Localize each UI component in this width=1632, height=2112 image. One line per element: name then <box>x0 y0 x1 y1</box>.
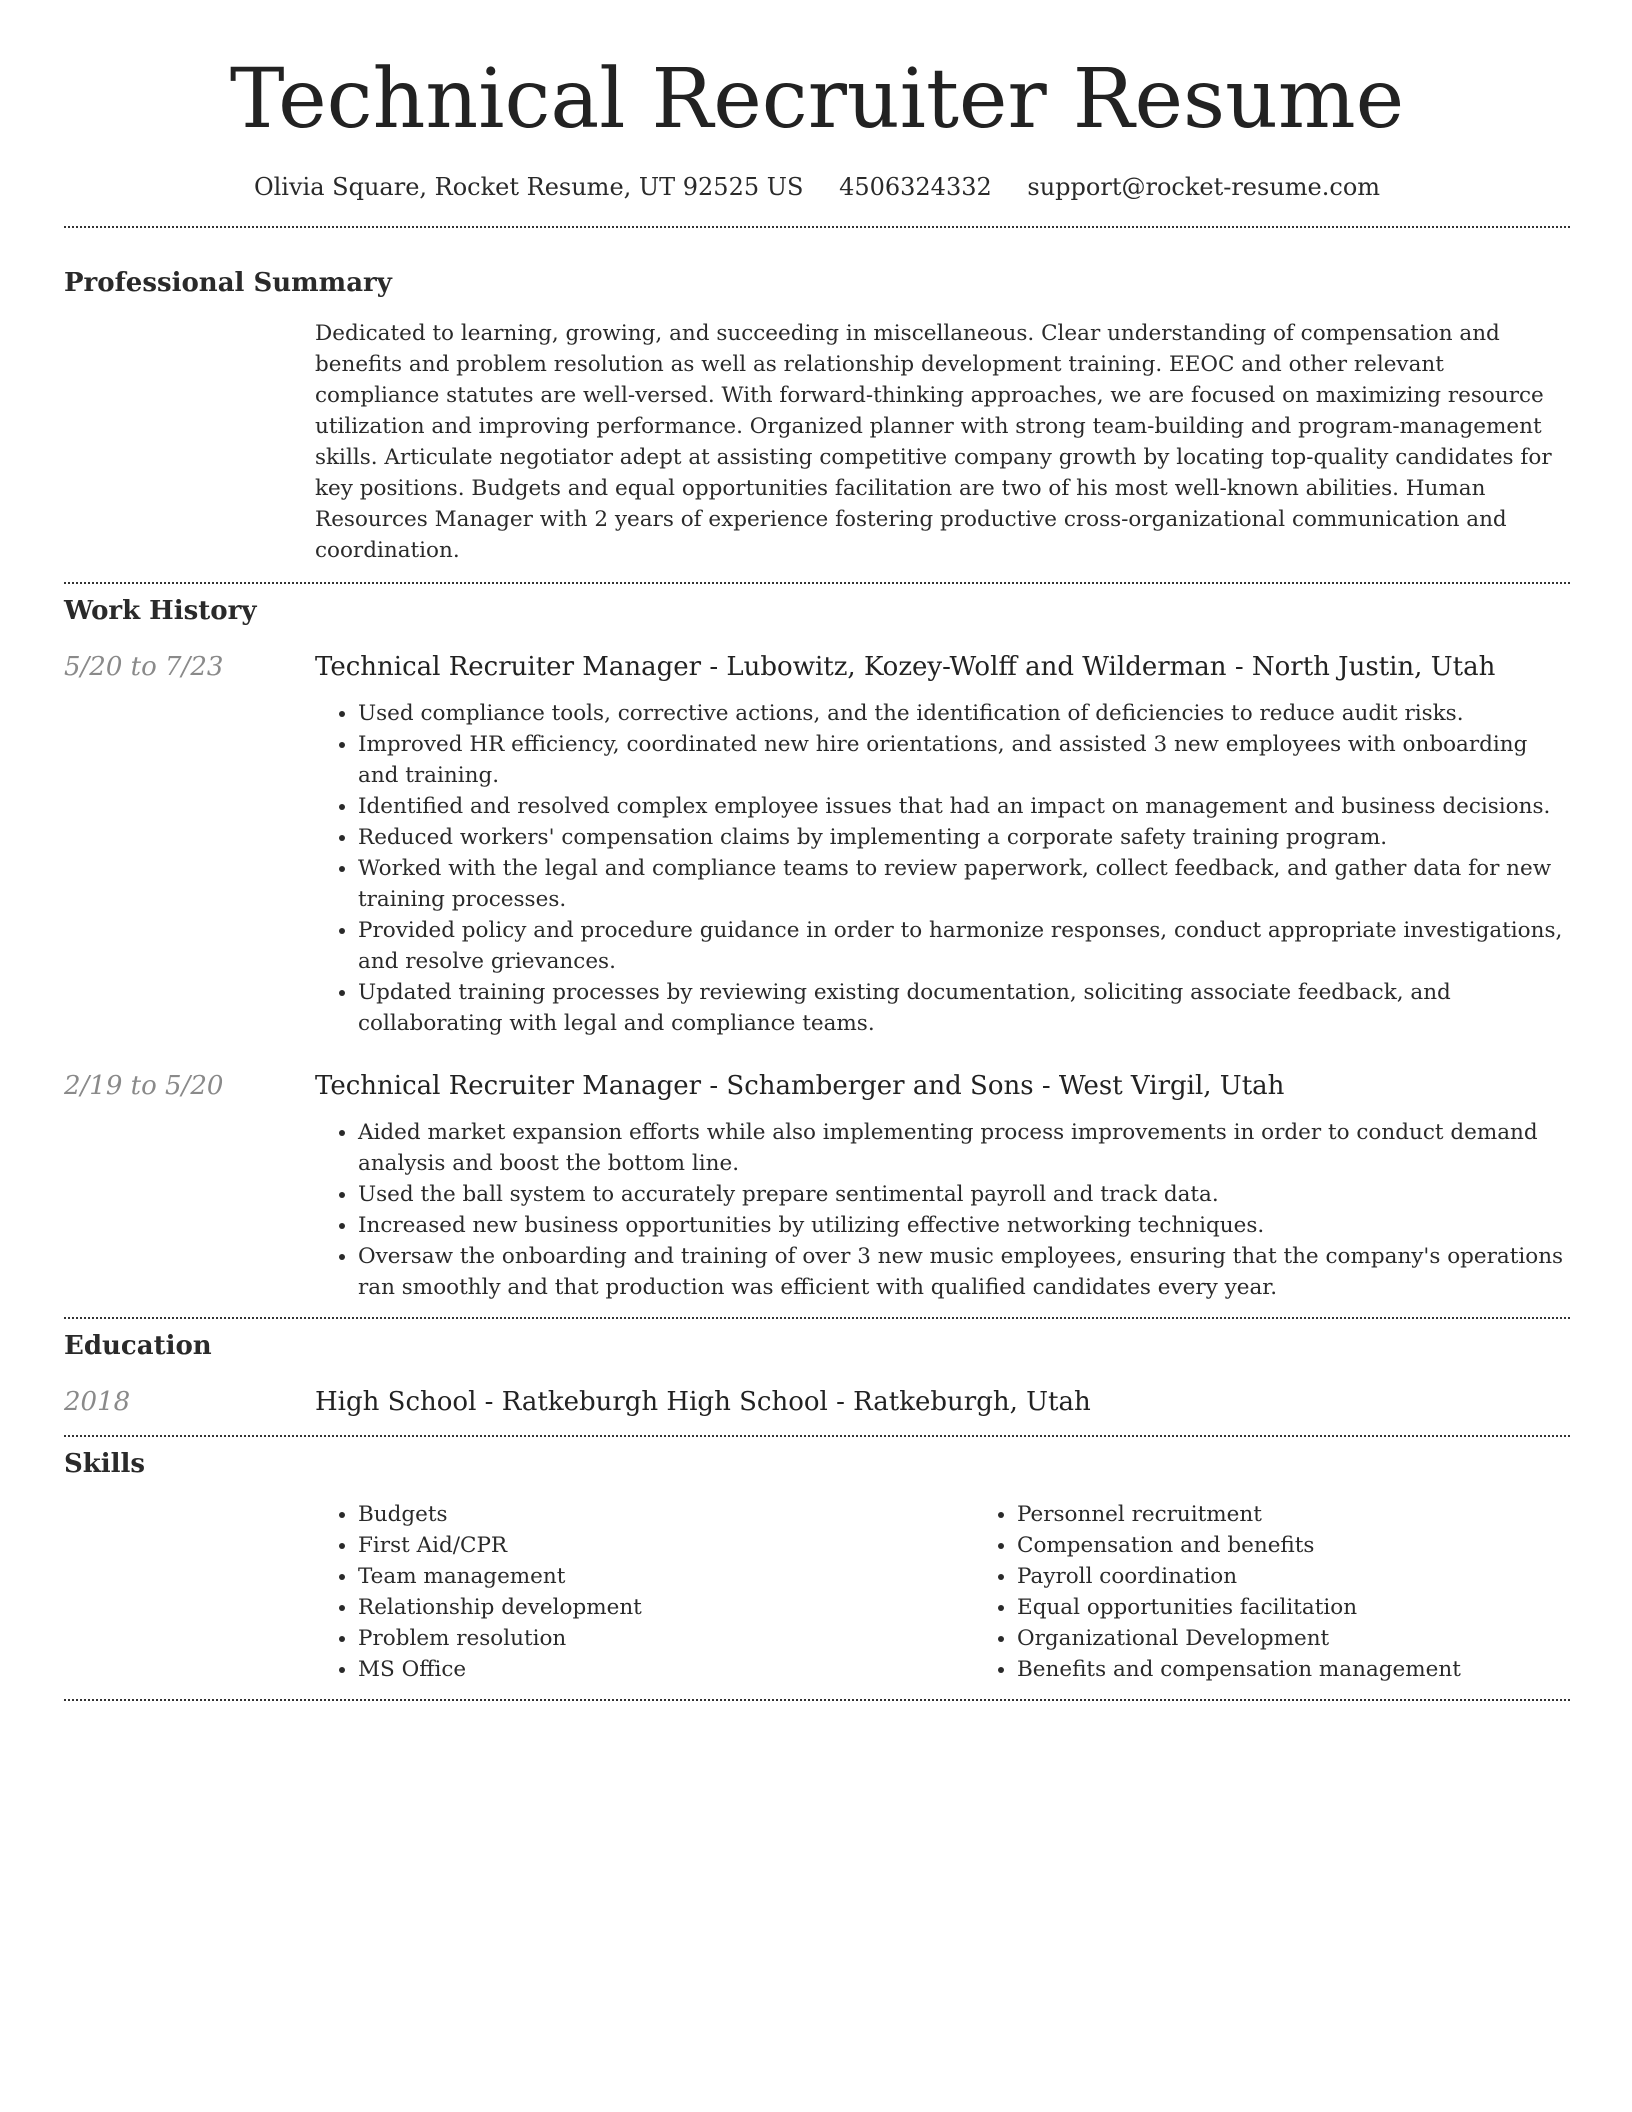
skills-row <box>64 1499 1570 1685</box>
list-item: • Improved HR efficiency, coordinated new hire orientations, and assisted 3 new employees with onboarding and training. <box>358 729 1570 791</box>
skills-list-left <box>315 1499 974 1685</box>
contact-email: support@rocket-resume.com <box>1027 173 1381 201</box>
job-date: 2/19 to 5/20 <box>64 1071 224 1101</box>
skill-item: • Benefits and compensation management <box>1017 1654 1632 1685</box>
contact-address: Olivia Square, Rocket Resume, UT 92525 US <box>253 173 804 201</box>
list-item: • Increased new business opportunities by utilizing effective networking techniques. <box>358 1210 1570 1241</box>
contact-line <box>64 170 1570 204</box>
list-item: • Updated training processes by reviewing existing documentation, soliciting associate feedback, and collaborating with legal and compliance teams. <box>358 977 1570 1039</box>
skills-list-right <box>974 1499 1632 1685</box>
skill-item: • Problem resolution <box>358 1623 974 1654</box>
skill-item: • Organizational Development <box>1017 1623 1632 1654</box>
job-entry <box>64 1069 1570 1303</box>
page-title: Technical Recruiter Resume <box>229 52 1405 147</box>
skills-grid <box>315 1499 1632 1685</box>
section-title-work: Work History <box>64 596 257 626</box>
skill-item: • Relationship development <box>358 1592 974 1623</box>
list-item: • Oversaw the onboarding and training of over 3 new music employees, ensuring that the company's operations ran smoothly and that production was efficient with qualified candidates every year. <box>358 1241 1570 1303</box>
job-entry <box>64 650 1570 1039</box>
section-title-summary: Professional Summary <box>64 268 392 298</box>
divider <box>64 1699 1570 1701</box>
divider <box>64 582 1570 584</box>
list-item: • Worked with the legal and compliance teams to review paperwork, collect feedback, and gather data for new training processes. <box>358 853 1570 915</box>
section-title-education: Education <box>64 1331 212 1361</box>
divider <box>64 1435 1570 1437</box>
job-date: 5/20 to 7/23 <box>64 652 224 682</box>
education-title: High School - Ratkeburgh High School - Ratkeburgh, Utah <box>315 1387 1091 1417</box>
skill-item: • Compensation and benefits <box>1017 1530 1632 1561</box>
list-item: • Used compliance tools, corrective actions, and the identification of deficiencies to reduce audit risks. <box>358 698 1570 729</box>
job-title: Technical Recruiter Manager - Lubowitz, Kozey-Wolff and Wilderman - North Justin, Utah <box>315 652 1496 682</box>
job-bullets <box>315 698 1570 1039</box>
list-item: • Reduced workers' compensation claims by implementing a corporate safety training program. <box>358 822 1570 853</box>
skill-item: • MS Office <box>358 1654 974 1685</box>
job-title: Technical Recruiter Manager - Schamberger and Sons - West Virgil, Utah <box>315 1071 1285 1101</box>
education-date: 2018 <box>64 1387 131 1417</box>
resume-page <box>64 0 1570 1701</box>
skill-item: • Equal opportunities facilitation <box>1017 1592 1632 1623</box>
contact-phone: 4506324332 <box>839 173 992 201</box>
divider <box>64 226 1570 228</box>
section-title-skills: Skills <box>64 1449 146 1479</box>
skill-item: • Payroll coordination <box>1017 1561 1632 1592</box>
list-item: • Identified and resolved complex employee issues that had an impact on management and business decisions. <box>358 791 1570 822</box>
summary-text: Dedicated to learning, growing, and succeeding in miscellaneous. Clear understanding of compensation and benefits and problem resolution as well as relationship development training. EEOC and other relevant compliance statutes are well-versed. With forward-thinking approaches, we are focused on maximizing resource utilization and improving performance. Organized planner with strong team-building and program-management skills. Articulate negotiator adept at assisting competitive company growth by locating top-quality candidates for key positions. Budgets and equal opportunities facilitation are two of his most well-known abilities. Human Resources Manager with 2 years of experience fostering productive cross-organizational communication and coordination. <box>315 321 1552 563</box>
skill-item: • Team management <box>358 1561 974 1592</box>
list-item: • Aided market expansion efforts while also implementing process improvements in order to conduct demand analysis and boost the bottom line. <box>358 1117 1570 1179</box>
summary-row <box>64 318 1570 566</box>
job-bullets <box>315 1117 1570 1303</box>
divider <box>64 1317 1570 1319</box>
skill-item: • Personnel recruitment <box>1017 1499 1632 1530</box>
skill-item: • Budgets <box>358 1499 974 1530</box>
education-entry <box>64 1385 1570 1419</box>
list-item: • Used the ball system to accurately prepare sentimental payroll and track data. <box>358 1179 1570 1210</box>
skill-item: • First Aid/CPR <box>358 1530 974 1561</box>
list-item: • Provided policy and procedure guidance in order to harmonize responses, conduct appropriate investigations, and resolve grievances. <box>358 915 1570 977</box>
